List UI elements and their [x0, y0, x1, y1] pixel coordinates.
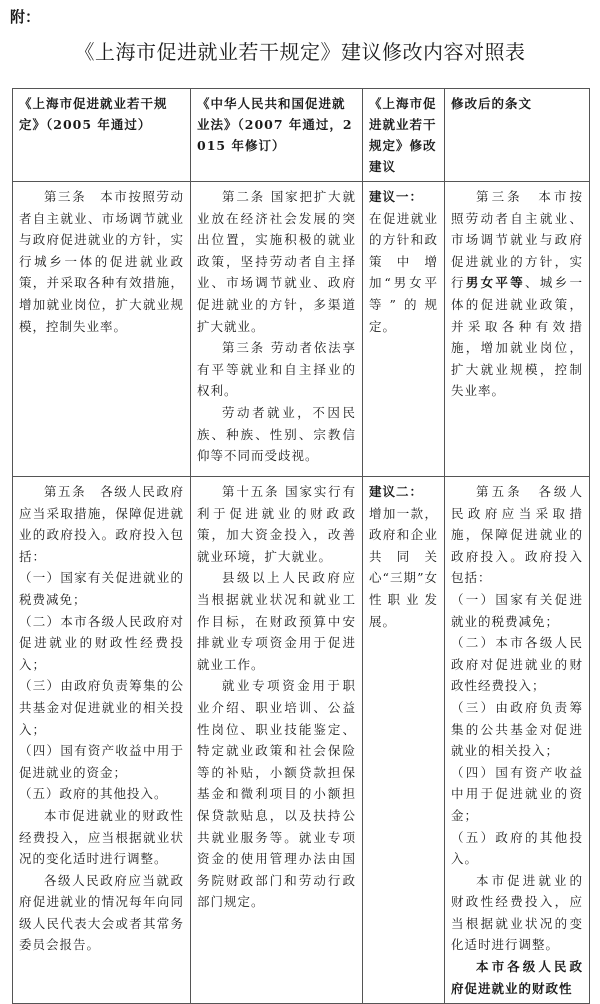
article-text: 就业专项资金用于职业介绍、职业培训、公益性岗位、职业技能鉴定、特定就业政策和社会保险等的补贴，小额贷款担保基金和微利项目的小额担保贷款贴息，以及扶持公共就业服务等。就业专项资金的使用管理办法由国务院财政部门和劳动行政部门规定。	[197, 678, 356, 910]
article-text: 第三条 劳动者依法享有平等就业和自主择业的权利。	[197, 340, 356, 399]
cell-suggestion-1	[363, 182, 445, 477]
article-text: 县级以上人民政府应当根据就业状况和就业工作目标，在财政预算中安排就业专项资金用于促进就业工作。	[197, 570, 356, 672]
header-national-law: 《中华人民共和国促进就业法》（2007 年通过，2015 年修订）	[191, 89, 363, 182]
article-text	[451, 186, 583, 402]
table-row	[13, 477, 590, 1004]
cell-original-article-3	[13, 182, 191, 477]
article-intro: 第五条 各级人民政府应当采取措施，保障促进就业的政府投入。政府投入包括：	[451, 484, 583, 586]
article-intro: 第五条 各级人民政府应当采取措施，保障促进就业的政府投入。政府投入包括：	[19, 484, 184, 564]
list-item: （四）国有资产收益中用于促进就业的资金；	[451, 764, 583, 823]
article-text: 劳动者就业，不因民族、种族、性别、宗教信仰等不同而受歧视。	[197, 404, 356, 464]
header-original-regulation: 《上海市促进就业若干规定》（2005 年通过）	[13, 89, 191, 182]
article-text: 本市促进就业的财政性经费投入，应当根据就业状况的变化适时进行调整。	[451, 872, 583, 953]
cell-suggestion-2	[363, 477, 445, 1004]
added-bold-text: 本市各级人民政府促进就业的财政性	[451, 959, 583, 996]
table-row	[13, 182, 590, 477]
cell-law-articles-2-3	[191, 182, 363, 477]
cell-revised-article-3	[445, 182, 590, 477]
table-header-row	[13, 89, 590, 182]
list-item: （三）由政府负责筹集的公共基金对促进就业的相关投入；	[451, 699, 583, 759]
attachment-label: 附：	[10, 8, 41, 26]
list-item: （一）国家有关促进就业的税费减免；	[19, 570, 184, 607]
suggestion-body: 增加一款，政府和企业共同关心“三期”女性职业发展。	[369, 505, 438, 629]
article-text: 各级人民政府应当就政府促进就业的情况每年向同级人民代表大会或者其常务委员会报告。	[19, 872, 184, 953]
article-text: 第二条 国家把扩大就业放在经济社会发展的突出位置，实施积极的就业政策，坚持劳动者自主择业、市场调节就业、政府促进就业的方针，多渠道扩大就业。	[197, 189, 356, 334]
suggestion-title: 建议一：	[369, 189, 424, 204]
highlight-added-text: 男女平等	[465, 275, 526, 291]
list-item: （三）由政府负责筹集的公共基金对促进就业的相关投入；	[19, 678, 184, 737]
list-item: （五）政府的其他投入。	[19, 786, 168, 802]
suggestion-body: 在促进就业的方针和政策中增加“男女平等”的规定。	[369, 210, 438, 334]
article-text: 第十五条 国家实行有利于促进就业的财政政策，加大资金投入，改善就业环境，扩大就业。	[197, 484, 356, 564]
header-revised-text: 修改后的条文	[445, 89, 590, 182]
comparison-table	[12, 88, 590, 1004]
header-suggestion: 《上海市促进就业若干规定》修改建议	[363, 89, 445, 182]
cell-revised-article-5	[445, 477, 590, 1004]
list-item: （四）国有资产收益中用于促进就业的资金；	[19, 743, 184, 780]
document-title: 《上海市促进就业若干规定》建议修改内容对照表	[74, 40, 526, 64]
suggestion-title: 建议二：	[369, 484, 424, 499]
list-item: （五）政府的其他投入。	[451, 829, 583, 867]
list-item: （二）本市各级人民政府对促进就业的财政性经费投入；	[451, 635, 583, 694]
article-text: 本市促进就业的财政性经费投入，应当根据就业状况的变化适时进行调整。	[19, 807, 184, 867]
cell-original-article-5	[13, 477, 191, 1004]
text-after: 、城乡一体的促进就业政策，并采取各种有效措施，增加就业岗位，扩大就业规模，控制失业率。	[451, 275, 583, 399]
list-item: （一）国家有关促进就业的税费减免；	[451, 591, 583, 629]
article-text: 第三条 本市按照劳动者自主就业、市场调节就业与政府促进就业的方针，实行城乡一体的促进就业政策，并采取各种有效措施，增加就业岗位，扩大就业规模，控制失业率。	[19, 189, 184, 334]
cell-law-article-15	[191, 477, 363, 1004]
text-before: 第三条 本市按照劳动者自主就业、市场调节就业与政府促进就业的方针，实行	[451, 189, 583, 291]
list-item: （二）本市各级人民政府对促进就业的财政性经费投入；	[19, 613, 184, 672]
